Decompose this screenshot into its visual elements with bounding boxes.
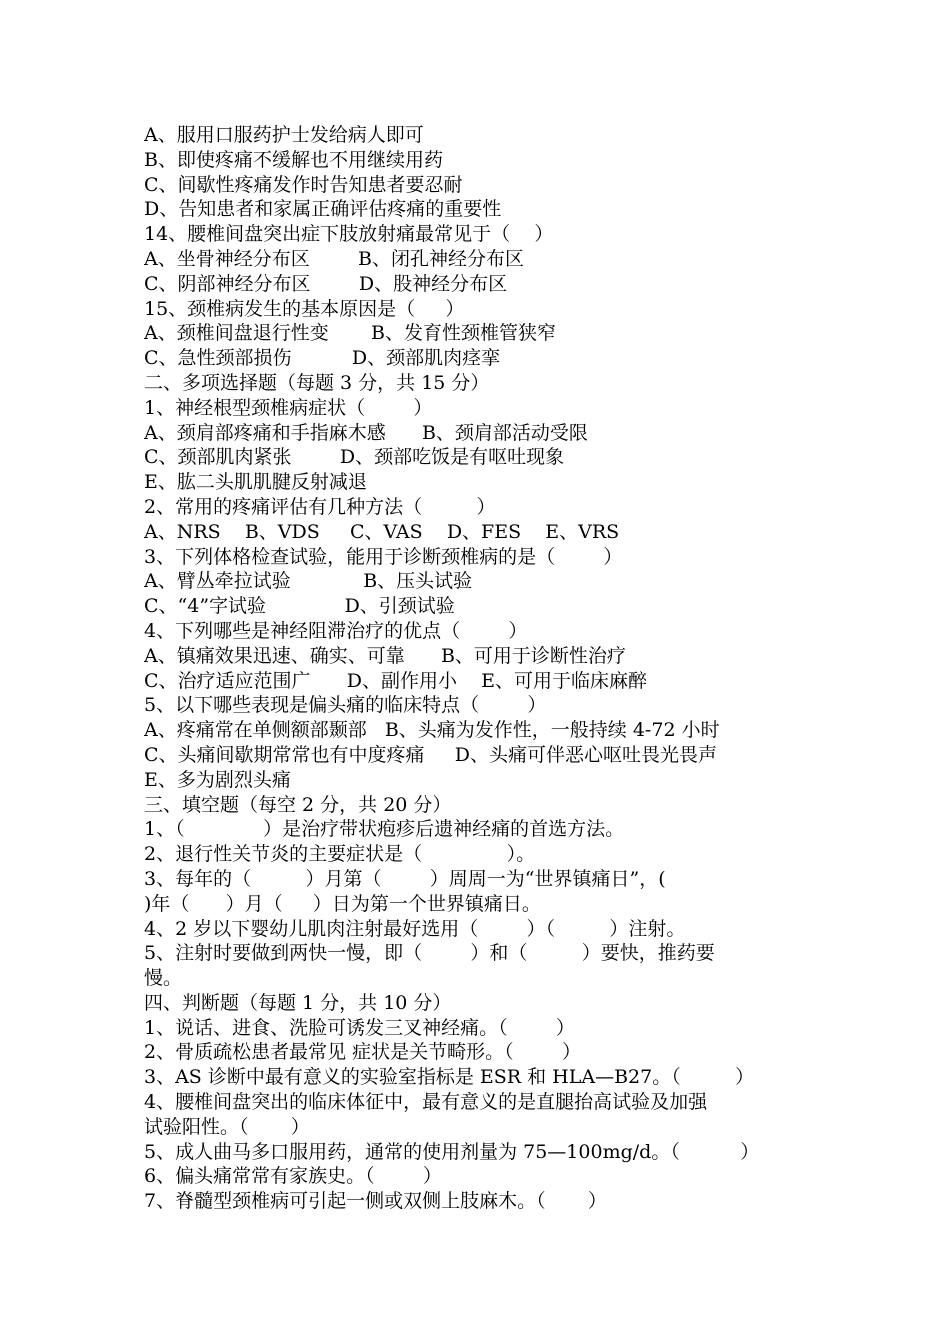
fill-question-5-line-1: 5、注射时要做到两快一慢，即（ ）和（ ）要快，推药要 [144, 942, 715, 965]
mc-question-5-options-ab: A、疼痛常在单侧额部颞部 B、头痛为发作性，一般持续 4-72 小时 [144, 719, 720, 742]
mc-question-4-options-cde: C、治疗适应范围广 D、副作用小 E、可用于临床麻醉 [144, 669, 648, 692]
tf-question-3: 3、AS 诊断中最有意义的实验室指标是 ESR 和 HLA—B27。（ ） [144, 1066, 755, 1089]
section-heading-true-false: 四、判断题（每题 1 分，共 10 分） [144, 991, 452, 1014]
mc-question-5-options-cd: C、头痛间歇期常常也有中度疼痛 D、头痛可伴恶心呕吐畏光畏声 [144, 743, 717, 766]
mc-question-1-option-e: E、肱二头肌肌腱反射减退 [144, 471, 367, 494]
question-14-options-cd: C、阴部神经分布区 D、股神经分布区 [144, 272, 508, 295]
section-heading-multiple-choice: 二、多项选择题（每题 3 分，共 15 分） [144, 371, 490, 394]
question-15-options-ab: A、颈椎间盘退行性变 B、发育性颈椎管狭窄 [144, 322, 556, 345]
tf-question-5: 5、成人曲马多口服用药，通常的使用剂量为 75—100mg/d。（ ） [144, 1140, 760, 1163]
option-c-text: C、间歇性疼痛发作时告知患者要忍耐 [144, 173, 463, 196]
tf-question-1: 1、说话、进食、洗脸可诱发三叉神经痛。（ ） [144, 1016, 575, 1039]
question-15: 15、颈椎病发生的基本原因是（ ） [144, 297, 465, 320]
tf-question-2: 2、骨质疏松患者最常见 症状是关节畸形。（ ） [144, 1041, 581, 1064]
option-b-text: B、即使疼痛不缓解也不用继续用药 [144, 148, 443, 171]
question-14: 14、腰椎间盘突出症下肢放射痛最常见于（ ） [144, 223, 554, 246]
mc-question-1-options-cd: C、颈部肌肉紧张 D、颈部吃饭是有呕吐现象 [144, 446, 565, 469]
mc-question-1: 1、神经根型颈椎病症状（ ） [144, 396, 433, 419]
question-14-options-ab: A、坐骨神经分布区 B、闭孔神经分布区 [144, 247, 525, 270]
mc-question-3-options-cd: C、“4”字试验 D、引颈试验 [144, 595, 455, 618]
tf-question-7: 7、脊髓型颈椎病可引起一侧或双侧上肢麻木。（ ） [144, 1190, 607, 1213]
fill-question-2: 2、退行性关节炎的主要症状是（ ）。 [144, 843, 536, 866]
fill-question-3-line-2: )年（ ）月（ ）日为第一个世界镇痛日。 [144, 892, 541, 915]
exam-page [144, 123, 812, 1214]
fill-question-1: 1、（ ）是治疗带状疱疹后遗神经痛的首选方法。 [144, 818, 625, 841]
option-a-text: A、服用口服药护士发给病人即可 [144, 124, 424, 146]
tf-question-4-line-2: 试验阳性。（ ） [144, 1115, 310, 1138]
fill-question-3-line-1: 3、每年的（ ）月第（ ）周周一为“世界镇痛日”，( [144, 867, 666, 890]
mc-question-4: 4、下列哪些是神经阻滞治疗的优点（ ） [144, 619, 528, 642]
mc-question-3-options-ab: A、臂丛牵拉试验 B、压头试验 [144, 570, 473, 593]
fill-question-4: 4、2 岁以下婴幼儿肌肉注射最好选用（ ）（ ）注射。 [144, 917, 686, 940]
mc-question-5: 5、以下哪些表现是偏头痛的临床特点（ ） [144, 694, 547, 717]
question-15-options-cd: C、急性颈部损伤 D、颈部肌肉痉挛 [144, 347, 501, 370]
mc-question-3: 3、下列体格检查试验，能用于诊断颈椎病的是（ ） [144, 545, 623, 568]
mc-question-2-options: A、NRS B、VDS C、VAS D、FES E、VRS [144, 520, 620, 543]
mc-question-2: 2、常用的疼痛评估有几种方法（ ） [144, 495, 496, 518]
mc-question-1-options-ab: A、颈肩部疼痛和手指麻木感 B、颈肩部活动受限 [144, 421, 588, 444]
tf-question-6: 6、偏头痛常常有家族史。（ ） [144, 1165, 442, 1188]
tf-question-4-line-1: 4、腰椎间盘突出的临床体征中，最有意义的是直腿抬高试验及加强 [144, 1091, 708, 1114]
mc-question-4-options-ab: A、镇痛效果迅速、确实、可靠 B、可用于诊断性治疗 [144, 644, 626, 667]
section-heading-fill-in: 三、填空题（每空 2 分，共 20 分） [144, 793, 452, 816]
mc-question-5-option-e: E、多为剧烈头痛 [144, 768, 291, 791]
option-d-text: D、告知患者和家属正确评估疼痛的重要性 [144, 198, 502, 221]
fill-question-5-line-2: 慢。 [144, 967, 183, 990]
